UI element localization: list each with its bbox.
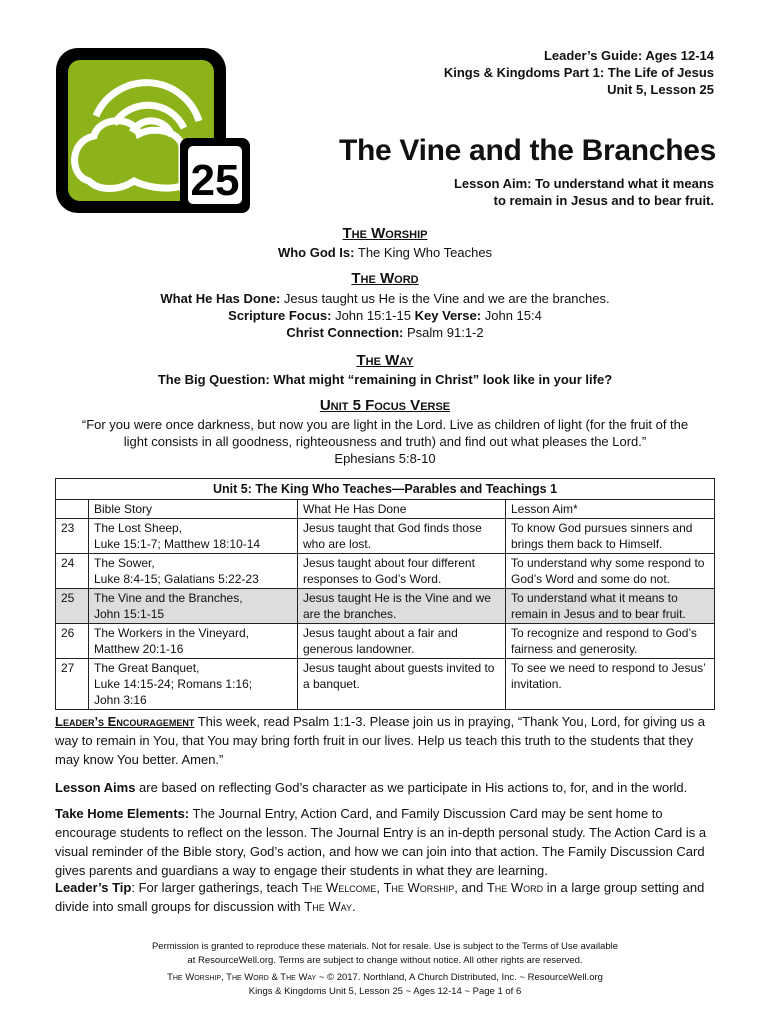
permission-line: Permission is granted to reproduce these materials. Not for resale. Use is subject to the Terms of Use available [151,941,619,952]
section-heading: Unit 5 Focus Verse [319,397,451,414]
header-line: Unit 5, Lesson 25 [607,82,714,97]
value: The King Who Teaches [357,245,493,260]
what-he-has-done: Jesus taught about four different responses to God’s Word. [298,554,506,589]
value: Jesus taught us He is the Vine and we are the branches. [283,291,610,306]
footer [0,940,770,999]
table-row [56,624,715,659]
take-home-elements [55,804,720,880]
word-section [0,270,770,341]
table-header: Lesson Aim* [506,500,715,519]
focus-verse-section [0,397,770,467]
lesson-logo [54,46,254,216]
value: John 15:1-15 [335,308,411,323]
permission-line: at ResourceWell.org. Terms are subject to change without notice. All other rights are reserved. [187,955,583,966]
label: Scripture Focus: [228,308,332,323]
bible-story: The Workers in the Vineyard, Matthew 20:1-16 [89,624,298,659]
unit-table [55,478,715,710]
leaders-tip: Leader’s Tip: For larger gatherings, teach The Welcome, The Worship, and The Word in a large group setting and divide into small groups for discussion with The Way. [55,880,705,914]
section-heading: The Worship [342,225,428,242]
value: Psalm 91:1-2 [407,325,484,340]
lesson-aim-cell: To know God pursues sinners and brings them back to Himself. [506,519,715,554]
verse-line: light consists in all goodness, righteousness and truth) and find out what pleases the Lord.” [123,434,647,449]
guide-header [444,47,714,98]
lesson-number: 25 [56,589,89,624]
lesson-number: 26 [56,624,89,659]
aim-line: Lesson Aim: To understand what it means [453,176,714,191]
verse-line: “For you were once darkness, but now you are light in the Lord. Live as children of light (for the fruit of the [81,417,689,432]
header-line: Leader’s Guide: Ages 12-14 [543,48,714,63]
table-row [56,554,715,589]
what-he-has-done: Jesus taught He is the Vine and we are the branches. [298,589,506,624]
lesson-number: 27 [56,659,89,710]
table-row [56,659,715,710]
value: John 15:4 [484,308,542,323]
what-he-has-done: Jesus taught that God finds those who are lost. [298,519,506,554]
aim-line: to remain in Jesus and to bear fruit. [493,193,714,208]
lesson-number: 23 [56,519,89,554]
lesson-number: 24 [56,554,89,589]
label: Christ Connection: [286,325,404,340]
logo-number: 25 [190,156,240,205]
table-title: Unit 5: The King Who Teaches—Parables and Teachings 1 [56,479,715,500]
lesson-aim [454,175,714,209]
lesson-aims-note [55,778,720,797]
table-row [56,589,715,624]
lesson-aim-cell: To recognize and respond to God’s fairness and generosity. [506,624,715,659]
label: Key Verse: [414,308,482,323]
label: Leader’s Tip [55,880,132,895]
text: This week, read Psalm 1:1-3. Please join us in praying, “Thank You, Lord, for giving us a way to remain in You, that You may bring forth fruit in our lives. Help us teach this truth to the students that they may know You better. Amen.” [55,714,705,767]
leaders-encouragement [55,712,720,769]
page-info: Kings & Kingdoms Unit 5, Lesson 25 ~ Ages 12-14 ~ Page 1 of 6 [248,986,522,997]
header-line: Kings & Kingdoms Part 1: The Life of Jesus [443,65,714,80]
table-row [56,519,715,554]
bible-story: The Lost Sheep, Luke 15:1-7; Matthew 18:10-14 [89,519,298,554]
what-he-has-done: Jesus taught about a fair and generous landowner. [298,624,506,659]
lesson-title: The Vine and the Branches [338,134,716,167]
label: Lesson Aims [55,780,136,795]
label: Who God Is: [277,245,355,260]
table-header [56,500,89,519]
text: The Journal Entry, Action Card, and Family Discussion Card may be sent home to encourage students to reflect on the lesson. The Journal Entry is an in-depth personal study. The Action Card is a visual reminder of the Bible story, God’s action, and how we can join into that action. The Family Discussion Card gives parents and guardians a way to engage their students in what they are learning. [55,806,707,878]
table-header: What He Has Done [298,500,506,519]
lesson-aim-cell: To understand what it means to remain in Jesus and to bear fruit. [506,589,715,624]
section-heading: The Word [351,270,419,287]
table-header: Bible Story [89,500,298,519]
what-he-has-done: Jesus taught about guests invited to a banquet. [298,659,506,710]
label: What He Has Done: [160,291,281,306]
label: Take Home Elements: [55,806,190,821]
lesson-aim-cell: To see we need to respond to Jesus’ invitation. [506,659,715,710]
section-heading: The Way [356,352,414,369]
label: Leader’s Encouragement [55,714,195,729]
text: are based on reflecting God’s character as we participate in His actions to, for, and in the world. [135,780,688,795]
brand: The Worship, The Word & The Way [167,972,317,983]
worship-section [0,225,770,260]
way-section [0,352,770,387]
copyright: ~ © 2017. Northland, A Church Distributed, Inc. ~ ResourceWell.org [316,972,603,983]
big-question: The Big Question: What might “remaining in Christ” look like in your life? [157,372,613,387]
lesson-aim-cell: To understand why some respond to God’s Word and some do not. [506,554,715,589]
bible-story: The Vine and the Branches, John 15:1-15 [89,589,298,624]
bible-story: The Great Banquet, Luke 14:15-24; Romans 1:16; John 3:16 [89,659,298,710]
verse-reference: Ephesians 5:8-10 [334,451,436,466]
bible-story: The Sower, Luke 8:4-15; Galatians 5:22-23 [89,554,298,589]
